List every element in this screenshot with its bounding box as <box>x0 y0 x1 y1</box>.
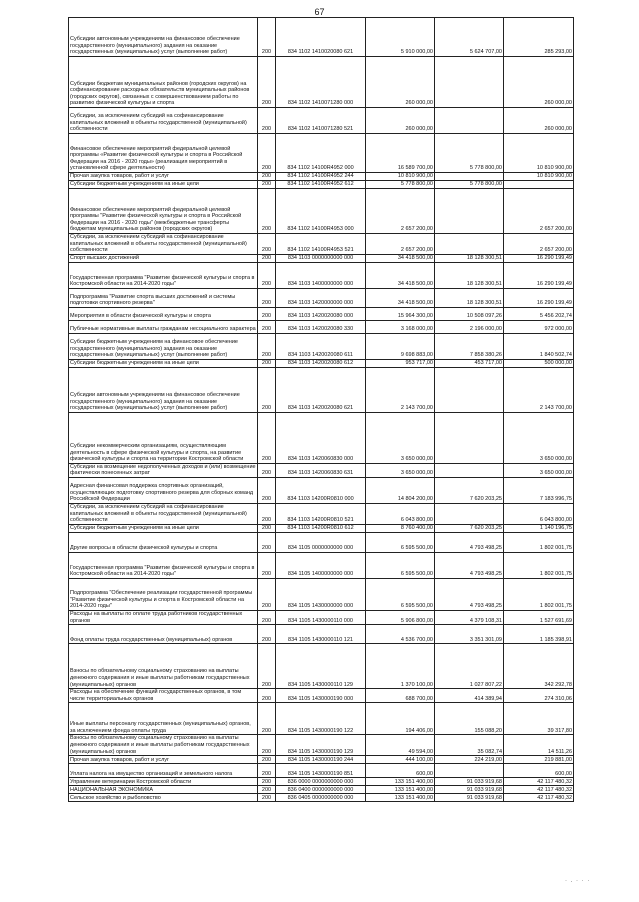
table-row <box>69 57 574 108</box>
table-row <box>69 703 574 735</box>
cell-v2: 155 088,20 <box>435 703 504 735</box>
cell-code: 200 <box>258 703 276 735</box>
cell-v3: 5 456 202,74 <box>504 307 574 320</box>
cell-code: 200 <box>258 412 276 463</box>
cell-v2: 18 128 300,51 <box>435 254 504 262</box>
cell-code: 200 <box>258 477 276 503</box>
table-row <box>69 578 574 610</box>
table-row <box>69 610 574 624</box>
cell-v2 <box>435 367 504 412</box>
table-row <box>69 108 574 134</box>
cell-v3: 1 527 691,69 <box>504 610 574 624</box>
cell-v3: 1 185 398,91 <box>504 625 574 644</box>
cell-v2 <box>435 108 504 134</box>
cell-v3: 42 117 480,32 <box>504 794 574 802</box>
table-row <box>69 689 574 703</box>
cell-v3: 285 293,00 <box>504 18 574 57</box>
cell-v2: 7 620 203,25 <box>435 524 504 532</box>
cell-kbk: 834 1105 1430000190 000 <box>276 689 366 703</box>
cell-v1: 953 717,00 <box>366 359 435 367</box>
cell-kbk: 834 1103 14200R0810 612 <box>276 524 366 532</box>
cell-v2: 453 717,00 <box>435 359 504 367</box>
cell-v1: 34 418 500,00 <box>366 262 435 288</box>
table-row <box>69 254 574 262</box>
cell-v2: 91 033 919,68 <box>435 786 504 794</box>
cell-v3: 342 292,78 <box>504 644 574 689</box>
cell-v2: 7 858 380,26 <box>435 333 504 359</box>
table-body <box>69 18 574 802</box>
cell-kbk: 834 1102 14100R4952 000 <box>276 134 366 173</box>
cell-name: Адресная финансовая поддержка спортивных организаций, осуществляющих подготовку спортивного резерва для сборных команд Российской Федерации <box>69 477 258 503</box>
cell-name: Субсидии автономным учреждениям на финансовое обеспечение государственного (муниципального) задания на оказание государственных (муниципальных) услуг (выполнение работ) <box>69 367 258 412</box>
cell-code: 200 <box>258 794 276 802</box>
cell-kbk: 834 1102 1410071280 521 <box>276 108 366 134</box>
cell-kbk: 836 0000 0000000000 000 <box>276 778 366 786</box>
cell-v2: 91 033 919,68 <box>435 778 504 786</box>
cell-code: 200 <box>258 610 276 624</box>
cell-v3: 16 290 199,49 <box>504 288 574 307</box>
cell-v3: 16 290 199,49 <box>504 254 574 262</box>
cell-kbk: 834 1102 1410020080 621 <box>276 18 366 57</box>
table-row <box>69 552 574 578</box>
cell-v2: 4 793 498,25 <box>435 578 504 610</box>
cell-v2: 35 082,74 <box>435 735 504 756</box>
cell-name: Расходы на выплаты по оплате труда работников государственных органов <box>69 610 258 624</box>
cell-name: Мероприятия в области физической культуры и спорта <box>69 307 258 320</box>
cell-v1: 2 657 200,00 <box>366 189 435 234</box>
cell-code: 200 <box>258 134 276 173</box>
cell-code: 200 <box>258 189 276 234</box>
table-row <box>69 359 574 367</box>
cell-v1: 15 964 300,00 <box>366 307 435 320</box>
cell-kbk: 834 1103 1420020080 612 <box>276 359 366 367</box>
cell-name: Субсидии бюджетным учреждениям на иные цели <box>69 359 258 367</box>
table-row <box>69 320 574 333</box>
cell-v3: 3 650 000,00 <box>504 412 574 463</box>
table-row <box>69 786 574 794</box>
cell-kbk: 836 0405 0000000000 000 <box>276 794 366 802</box>
cell-name: Государственная программа "Развитие физической культуры и спорта в Костромской области на 2014-2020 годы" <box>69 262 258 288</box>
cell-name: Субсидии, за исключением субсидий на софинансирование капитальных вложений в объекты государственной (муниципальной) собственности <box>69 234 258 255</box>
cell-v2: 4 793 498,25 <box>435 552 504 578</box>
cell-v3: 1 802 001,75 <box>504 532 574 552</box>
cell-code: 200 <box>258 552 276 578</box>
table-row <box>69 333 574 359</box>
cell-v2: 5 778 800,00 <box>435 134 504 173</box>
cell-code: 200 <box>258 108 276 134</box>
cell-v3: 42 117 480,32 <box>504 786 574 794</box>
cell-v3: 2 657 200,00 <box>504 189 574 234</box>
cell-v1: 133 151 400,00 <box>366 794 435 802</box>
cell-v1: 8 760 400,00 <box>366 524 435 532</box>
cell-v1: 133 151 400,00 <box>366 778 435 786</box>
cell-v1: 5 906 800,00 <box>366 610 435 624</box>
cell-v1: 34 418 500,00 <box>366 254 435 262</box>
cell-v2 <box>435 234 504 255</box>
cell-v3: 42 117 480,32 <box>504 778 574 786</box>
cell-v1: 260 000,00 <box>366 57 435 108</box>
table-row <box>69 756 574 764</box>
cell-code: 200 <box>258 288 276 307</box>
cell-v3: 10 810 900,00 <box>504 134 574 173</box>
cell-v1: 133 151 400,00 <box>366 786 435 794</box>
cell-name: Подпрограмма "Развитие спорта высших достижений и системы подготовки спортивного резерва" <box>69 288 258 307</box>
cell-name: Субсидии бюджетным учреждениям на иные цели <box>69 181 258 189</box>
cell-name: Иные выплаты персоналу государственных (муниципальных) органов, за исключением фонда оплаты труда <box>69 703 258 735</box>
table-row <box>69 778 574 786</box>
cell-kbk: 834 1102 14100R4952 612 <box>276 181 366 189</box>
cell-code: 200 <box>258 778 276 786</box>
cell-v2: 414 389,94 <box>435 689 504 703</box>
cell-v2: 5 778 800,00 <box>435 181 504 189</box>
cell-v1: 3 168 000,00 <box>366 320 435 333</box>
cell-kbk: 836 0400 0000000000 000 <box>276 786 366 794</box>
table-row <box>69 134 574 173</box>
cell-v1: 5 778 800,00 <box>366 181 435 189</box>
cell-code: 200 <box>258 578 276 610</box>
cell-kbk: 834 1105 1430000110 121 <box>276 625 366 644</box>
cell-code: 200 <box>258 57 276 108</box>
cell-kbk: 834 1102 14100R4952 244 <box>276 173 366 181</box>
cell-v3: 2 657 200,00 <box>504 234 574 255</box>
cell-kbk: 834 1105 1430000000 000 <box>276 578 366 610</box>
cell-code: 200 <box>258 173 276 181</box>
cell-v1: 2 657 200,00 <box>366 234 435 255</box>
budget-execution-table <box>68 17 574 802</box>
cell-v3: 10 810 900,00 <box>504 173 574 181</box>
cell-v3: 1 140 196,75 <box>504 524 574 532</box>
cell-code: 200 <box>258 689 276 703</box>
cell-v2: 4 793 498,25 <box>435 532 504 552</box>
cell-v3: 16 290 199,49 <box>504 262 574 288</box>
cell-v2: 1 027 807,22 <box>435 644 504 689</box>
cell-v2: 4 379 108,31 <box>435 610 504 624</box>
cell-code: 200 <box>258 333 276 359</box>
cell-name: Прочая закупка товаров, работ и услуг <box>69 756 258 764</box>
cell-code: 200 <box>258 625 276 644</box>
cell-v1: 688 700,00 <box>366 689 435 703</box>
cell-v3: 6 043 800,00 <box>504 503 574 524</box>
cell-v1: 14 804 200,00 <box>366 477 435 503</box>
cell-name: Субсидии, за исключением субсидий на софинансирование капитальных вложений в объекты государственной (муниципальной) собственности <box>69 108 258 134</box>
cell-name: Субсидии бюджетам муниципальных районов (городских округов) на софинансирование расходных обязательств муниципальных районов (городских округов), связанных с совершенствованием работы по развитию физической культуры и спорта <box>69 57 258 108</box>
cell-code: 200 <box>258 644 276 689</box>
cell-kbk: 834 1105 1400000000 000 <box>276 552 366 578</box>
table-row <box>69 173 574 181</box>
cell-v3: 972 000,00 <box>504 320 574 333</box>
table-row <box>69 262 574 288</box>
cell-name: Финансовое обеспечение мероприятий федеральной целевой программы "Развитие физической культуры и спорта в Российской Федерации на 2016 - 2020 годы" (межбюджетные трансферты бюджетам муниципальных районов (городских округов) <box>69 189 258 234</box>
cell-code: 200 <box>258 463 276 477</box>
cell-name: Управление ветеринарии Костромской области <box>69 778 258 786</box>
cell-v2: 224 219,00 <box>435 756 504 764</box>
table-row <box>69 764 574 778</box>
table-row <box>69 288 574 307</box>
cell-v3: 600,00 <box>504 764 574 778</box>
cell-v3: 500 000,00 <box>504 359 574 367</box>
cell-v2 <box>435 412 504 463</box>
cell-name: Расходы на обеспечение функций государственных органов, в том числе территориальных органов <box>69 689 258 703</box>
cell-v2: 2 196 000,00 <box>435 320 504 333</box>
cell-code: 200 <box>258 181 276 189</box>
cell-code: 200 <box>258 234 276 255</box>
cell-name: Государственная программа "Развитие физической культуры и спорта в Костромской области на 2014-2020 годы" <box>69 552 258 578</box>
cell-v2 <box>435 503 504 524</box>
scan-artifact: · . · · · <box>565 878 591 884</box>
table-row <box>69 367 574 412</box>
table-row <box>69 189 574 234</box>
cell-v1: 2 143 700,00 <box>366 367 435 412</box>
cell-name: Субсидии некоммерческим организациям, осуществляющим деятельность в сфере физической культуры и спорта, на развитие физической культуры и спорта на территории Костромской области <box>69 412 258 463</box>
cell-code: 200 <box>258 367 276 412</box>
table-row <box>69 625 574 644</box>
cell-code: 200 <box>258 735 276 756</box>
cell-code: 200 <box>258 18 276 57</box>
cell-kbk: 834 1103 1420020080 621 <box>276 367 366 412</box>
cell-kbk: 834 1102 14100R4953 521 <box>276 234 366 255</box>
cell-v2: 5 624 707,00 <box>435 18 504 57</box>
cell-v2: 91 033 919,68 <box>435 794 504 802</box>
cell-v1: 6 595 500,00 <box>366 532 435 552</box>
cell-v1: 6 595 500,00 <box>366 578 435 610</box>
cell-code: 200 <box>258 320 276 333</box>
cell-v3: 219 881,00 <box>504 756 574 764</box>
cell-code: 200 <box>258 764 276 778</box>
cell-name: Подпрограмма "Обеспечение реализации государственной программы "Развитие физической культуры и спорта в Костромской области на 2014-2020 годы" <box>69 578 258 610</box>
cell-kbk: 834 1105 1430000110 129 <box>276 644 366 689</box>
cell-name: Другие вопросы в области физической культуры и спорта <box>69 532 258 552</box>
cell-name: Субсидии автономным учреждениям на финансовое обеспечение государственного (муниципального) задания на оказание государственных (муниципальных) услуг (выполнение работ) <box>69 18 258 57</box>
cell-v2 <box>435 173 504 181</box>
cell-v3: 39 317,80 <box>504 703 574 735</box>
table-row <box>69 735 574 756</box>
cell-name: Уплата налога на имущество организаций и земельного налога <box>69 764 258 778</box>
table-row <box>69 644 574 689</box>
cell-v2: 18 128 300,51 <box>435 262 504 288</box>
cell-kbk: 834 1103 1420060830 000 <box>276 412 366 463</box>
cell-v2: 3 351 301,09 <box>435 625 504 644</box>
cell-kbk: 834 1103 1420020080 611 <box>276 333 366 359</box>
cell-v1: 9 698 883,00 <box>366 333 435 359</box>
table-row <box>69 412 574 463</box>
cell-v3: 274 310,06 <box>504 689 574 703</box>
cell-kbk: 834 1102 14100R4953 000 <box>276 189 366 234</box>
cell-name: НАЦИОНАЛЬНАЯ ЭКОНОМИКА <box>69 786 258 794</box>
cell-kbk: 834 1103 14200R0810 000 <box>276 477 366 503</box>
cell-v3: 1 840 502,74 <box>504 333 574 359</box>
cell-v2 <box>435 189 504 234</box>
cell-v2: 10 508 097,26 <box>435 307 504 320</box>
cell-v1: 16 589 700,00 <box>366 134 435 173</box>
cell-name: Субсидии, за исключением субсидий на софинансирование капитальных вложений в объекты государственной (муниципальной) собственности <box>69 503 258 524</box>
cell-v3: 260 000,00 <box>504 57 574 108</box>
table-row <box>69 307 574 320</box>
cell-kbk: 834 1105 1430000190 129 <box>276 735 366 756</box>
cell-name: Сельское хозяйство и рыболовство <box>69 794 258 802</box>
table-row <box>69 181 574 189</box>
cell-v2 <box>435 463 504 477</box>
cell-code: 200 <box>258 503 276 524</box>
table-row <box>69 18 574 57</box>
cell-kbk: 834 1105 1430000110 000 <box>276 610 366 624</box>
cell-v3: 14 511,26 <box>504 735 574 756</box>
cell-v3: 3 650 000,00 <box>504 463 574 477</box>
cell-name: Субсидии бюджетным учреждениям на финансовое обеспечение государственного (муниципального) задания на оказание государственных (муниципальных) услуг (выполнение работ) <box>69 333 258 359</box>
cell-kbk: 834 1103 14200R0810 521 <box>276 503 366 524</box>
cell-v2: 18 128 300,51 <box>435 288 504 307</box>
cell-name: Взносы по обязательному социальному страхованию на выплаты денежного содержания и иные выплаты работникам государственных (муниципальных) органов <box>69 644 258 689</box>
cell-v1: 444 100,00 <box>366 756 435 764</box>
cell-v3: 1 802 001,75 <box>504 578 574 610</box>
table-row <box>69 503 574 524</box>
cell-kbk: 834 1105 0000000000 000 <box>276 532 366 552</box>
cell-v1: 6 595 500,00 <box>366 552 435 578</box>
cell-code: 200 <box>258 307 276 320</box>
cell-v1: 6 043 800,00 <box>366 503 435 524</box>
cell-v1: 600,00 <box>366 764 435 778</box>
cell-v2 <box>435 764 504 778</box>
cell-v1: 49 594,00 <box>366 735 435 756</box>
cell-code: 200 <box>258 524 276 532</box>
cell-code: 200 <box>258 262 276 288</box>
cell-name: Спорт высших достижений <box>69 254 258 262</box>
page-number: 67 <box>314 7 325 17</box>
cell-v1: 260 000,00 <box>366 108 435 134</box>
cell-name: Публичные нормативные выплаты гражданам несоциального характера <box>69 320 258 333</box>
cell-name: Субсидии бюджетным учреждениям на иные цели <box>69 524 258 532</box>
cell-v3: 1 802 001,75 <box>504 552 574 578</box>
cell-kbk: 834 1105 1430000190 244 <box>276 756 366 764</box>
cell-name: Прочая закупка товаров, работ и услуг <box>69 173 258 181</box>
cell-v1: 194 406,00 <box>366 703 435 735</box>
table-row <box>69 532 574 552</box>
cell-v3: 2 143 700,00 <box>504 367 574 412</box>
cell-kbk: 834 1105 1430000190 122 <box>276 703 366 735</box>
cell-v1: 5 910 000,00 <box>366 18 435 57</box>
cell-v3: 260 000,00 <box>504 108 574 134</box>
table-row <box>69 794 574 802</box>
cell-name: Субсидии на возмещение недополученных доходов и (или) возмещение фактически понесенных затрат <box>70 463 256 477</box>
cell-v3 <box>504 181 574 189</box>
cell-v1: 1 370 100,00 <box>366 644 435 689</box>
cell-kbk: 834 1103 1420020080 000 <box>276 307 366 320</box>
cell-v1: 3 650 000,00 <box>366 463 435 477</box>
cell-v1: 10 810 900,00 <box>366 173 435 181</box>
table-row <box>69 477 574 503</box>
cell-kbk: 834 1103 1400000000 000 <box>276 262 366 288</box>
cell-v1: 3 650 000,00 <box>366 412 435 463</box>
cell-name: Финансовое обеспечение мероприятий федеральной целевой программы «Развитие физической культуры и спорта в Российской Федерации на 2016 - 2020 годы» (реализация мероприятий в установленной сфере деятельности) <box>69 134 258 173</box>
cell-code: 200 <box>258 786 276 794</box>
cell-code: 200 <box>258 359 276 367</box>
cell-code: 200 <box>258 756 276 764</box>
cell-name: Взносы по обязательному социальному страхованию на выплаты денежного содержания и иные выплаты работникам государственных (муниципальных) органов <box>69 735 258 756</box>
cell-kbk: 834 1103 1420020080 330 <box>276 320 366 333</box>
cell-v3: 7 183 996,75 <box>504 477 574 503</box>
table-row <box>69 524 574 532</box>
table-row <box>69 463 574 477</box>
cell-kbk: 834 1105 1430000190 851 <box>276 764 366 778</box>
cell-v1: 4 536 700,00 <box>366 625 435 644</box>
cell-name: Фонд оплаты труда государственных (муниципальных) органов <box>69 625 258 644</box>
cell-v2 <box>435 57 504 108</box>
table-row <box>69 234 574 255</box>
cell-v1: 34 418 500,00 <box>366 288 435 307</box>
cell-kbk: 834 1103 1420000000 000 <box>276 288 366 307</box>
cell-code: 200 <box>258 532 276 552</box>
cell-v2: 7 620 203,25 <box>435 477 504 503</box>
cell-code: 200 <box>258 254 276 262</box>
cell-kbk: 834 1102 1410071280 000 <box>276 57 366 108</box>
cell-kbk: 834 1103 1420060830 631 <box>276 463 366 477</box>
cell-kbk: 834 1103 0000000000 000 <box>276 254 366 262</box>
